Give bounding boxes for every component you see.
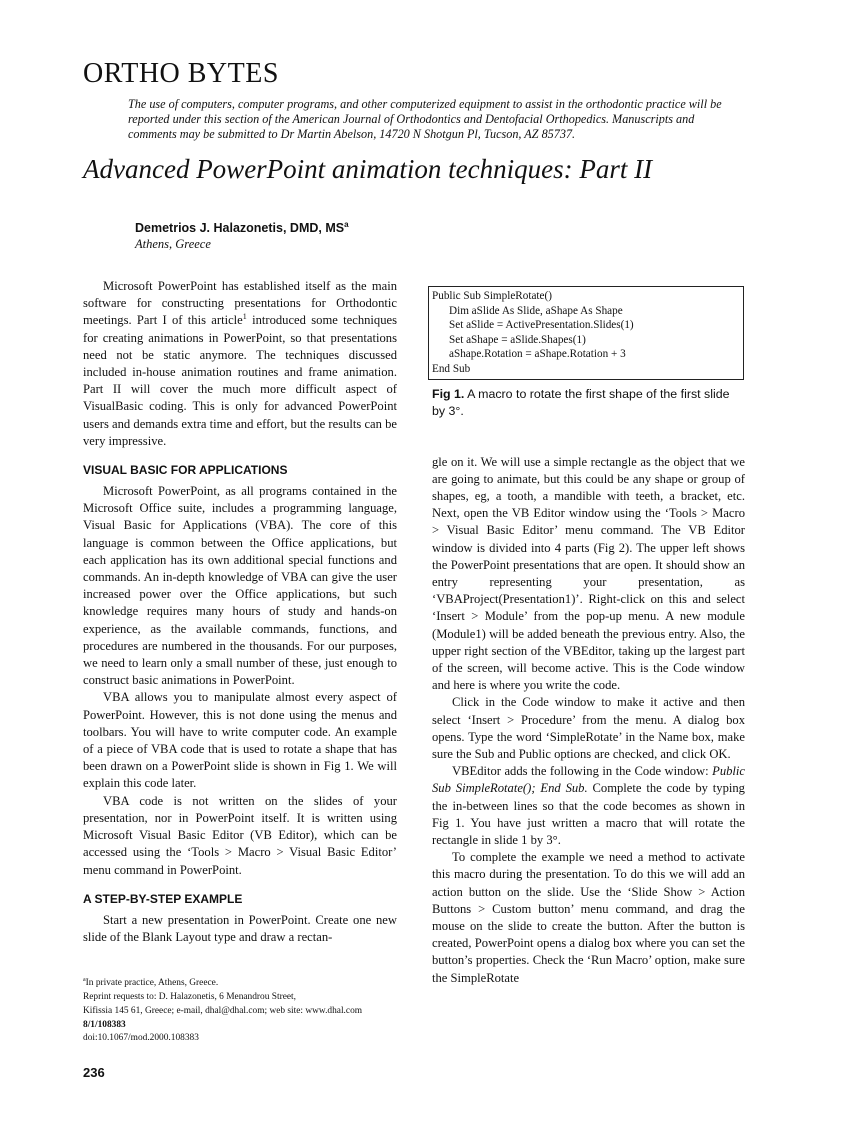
- affiliation: In private practice, Athens, Greece.: [85, 978, 219, 989]
- reprint-line: Kifissia 145 61, Greece; e-mail, dhal@dhal.com; web site: www.dhal.com: [83, 1005, 363, 1016]
- paragraph: [432, 763, 745, 849]
- heading-vba: VISUAL BASIC FOR APPLICATIONS: [83, 463, 288, 478]
- author-location: Athens, Greece: [135, 237, 211, 251]
- figure-label: Fig 1.: [432, 386, 465, 401]
- left-column: [83, 278, 397, 1081]
- author-sup: a: [344, 220, 349, 229]
- right-column: [432, 286, 745, 987]
- paragraph: gle on it. We will use a simple rectangle as the object that we are going to animate, but this could be any shape or group of shapes, eg, a tooth, a mandible with teeth, a bracket, etc. Next, open the VB Editor window using the ‘Tools > Macro > Visual Basic Editor’ menu command. The VB Editor window is divided into 4 parts (Fig 2). The upper left shows the PowerPoint presentations that are open. It should show an entry representing your presentation, as ‘VBAProject(Presentation1)’. Right-click on this and select ‘Insert > Module’ from the pop-up menu. A new module (Module1) will be added beneath the previous entry. Also, the upper right section of the VBEditor, taking up the largest part of the screen, will become active. This is the Code window and here is where you write the code.: [432, 454, 745, 693]
- paragraph: Start a new presentation in PowerPoint. Create one new slide of the Blank Layout type and draw a rectan-: [83, 912, 397, 944]
- code-line: Dim aSlide As Slide, aShape As Shape: [449, 304, 623, 317]
- reprint-line: Reprint requests to: D. Halazonetis, 6 Menandrou Street,: [83, 992, 296, 1003]
- author-name: Demetrios J. Halazonetis, DMD, MS: [135, 221, 345, 236]
- heading-step-by-step: A STEP-BY-STEP EXAMPLE: [83, 891, 243, 906]
- footnotes: [83, 974, 397, 1046]
- paragraph: Microsoft PowerPoint, as all programs contained in the Microsoft Office suite, includes a programming language, Visual Basic for Applications (VBA). The core of this language is common between the Office applications, but each application has its own additional special functions and commands. An in-depth knowledge of VBA can give the user increased power over the Office applications, but such knowledge requires many hours of study and hands-on experience, as the available commands, functions, and procedures are numbered in the thousands. For our purposes, we need to learn only a small number of these, just enough to construct basic animations in PowerPoint.: [83, 484, 397, 688]
- caption-text: A macro to rotate the first shape of the first slide by 3°.: [432, 386, 730, 418]
- code-line: End Sub: [432, 362, 471, 375]
- paragraph: [83, 278, 397, 450]
- text: introduced some techniques for creating animations in PowerPoint, so that presentations need not be static anymore. The techniques discussed included in-house animation routines and frame animation. Part II will cover the much more difficult aspect of VisualBasic coding. This is only for advanced PowerPoint users and demands extra time and effort, but the results can be very impressive.: [83, 313, 397, 448]
- text: VBEditor adds the following in the Code window:: [452, 764, 713, 779]
- code-text: 8/1/108383: [83, 1019, 126, 1030]
- code-figure: [428, 286, 744, 380]
- paragraph: To complete the example we need a method to activate this macro during the presentation. To do this we will add an action button on the slide. Use the ‘Slide Show > Action Buttons > Custom button’ menu command, and drag the mouse on the slide to create the button. After the button is created, PowerPoint opens a dialog box where you can set the button’s properties. Check the ‘Run Macro’ option, make sure the SimpleRotate: [432, 850, 745, 985]
- article-code: [83, 1019, 397, 1033]
- article-title: Advanced PowerPoint animation techniques: Part II: [83, 154, 653, 184]
- page-number: 236: [83, 1065, 105, 1081]
- code-line: aShape.Rotation = aShape.Rotation + 3: [449, 348, 626, 361]
- figure-caption: [432, 386, 745, 420]
- author: [135, 220, 349, 235]
- inline-code: Public Sub SimpleRotate(); End Sub.: [432, 764, 745, 796]
- paragraph: VBA allows you to manipulate almost every aspect of PowerPoint. However, this is not done using the menus and toolbars. You will have to write computer code. An example of a piece of VBA code that is used to rotate a shape that has been drawn on a PowerPoint slide is shown in Fig 1. We will explain this code later.: [83, 690, 397, 791]
- paragraph: Click in the Code window to make it active and then select ‘Insert > Procedure’ from the menu. A dialog box opens. Type the word ‘SimpleRotate’ in the Name box, make sure the Sub and Public options are checked, and click OK.: [432, 695, 745, 762]
- code-line: Public Sub SimpleRotate(): [432, 290, 552, 302]
- text: Microsoft PowerPoint has established itself as the main software for constructing presentations for Orthodontic meetings. Part I of this article: [83, 279, 397, 328]
- paragraph: VBA code is not written on the slides of your presentation, nor in PowerPoint itself. It is written using Microsoft Visual Basic Editor (VB Editor), which can be accessed using the ‘Tools > Macro > Visual Basic Editor’ menu command in PowerPoint.: [83, 793, 397, 877]
- citation: 1: [242, 312, 247, 322]
- section-heading: ORTHO BYTES: [83, 58, 279, 89]
- section-intro: The use of computers, computer programs, and other computerized equipment to assist in the orthodontic practice will be reported under this section of the American Journal of Orthodontics and Dentofacial Orthopedics. Manuscripts and comments may be submitted to Dr Martin Abelson, 14720 N Shotgun Pl, Tucson, AZ 85737.: [128, 97, 722, 141]
- text: Complete the code by typing the in-between lines so that the code becomes as shown in Fig 1. You have just written a macro that will rotate the rectangle in slide 1 by 3°.: [432, 781, 745, 848]
- code-line: Set aShape = aSlide.Shapes(1): [449, 333, 586, 346]
- footnote-sup: a: [83, 977, 86, 984]
- code-line: Set aSlide = ActivePresentation.Slides(1): [449, 319, 634, 332]
- affiliation-note: [83, 974, 397, 991]
- doi: doi:10.1067/mod.2000.108383: [83, 1033, 199, 1044]
